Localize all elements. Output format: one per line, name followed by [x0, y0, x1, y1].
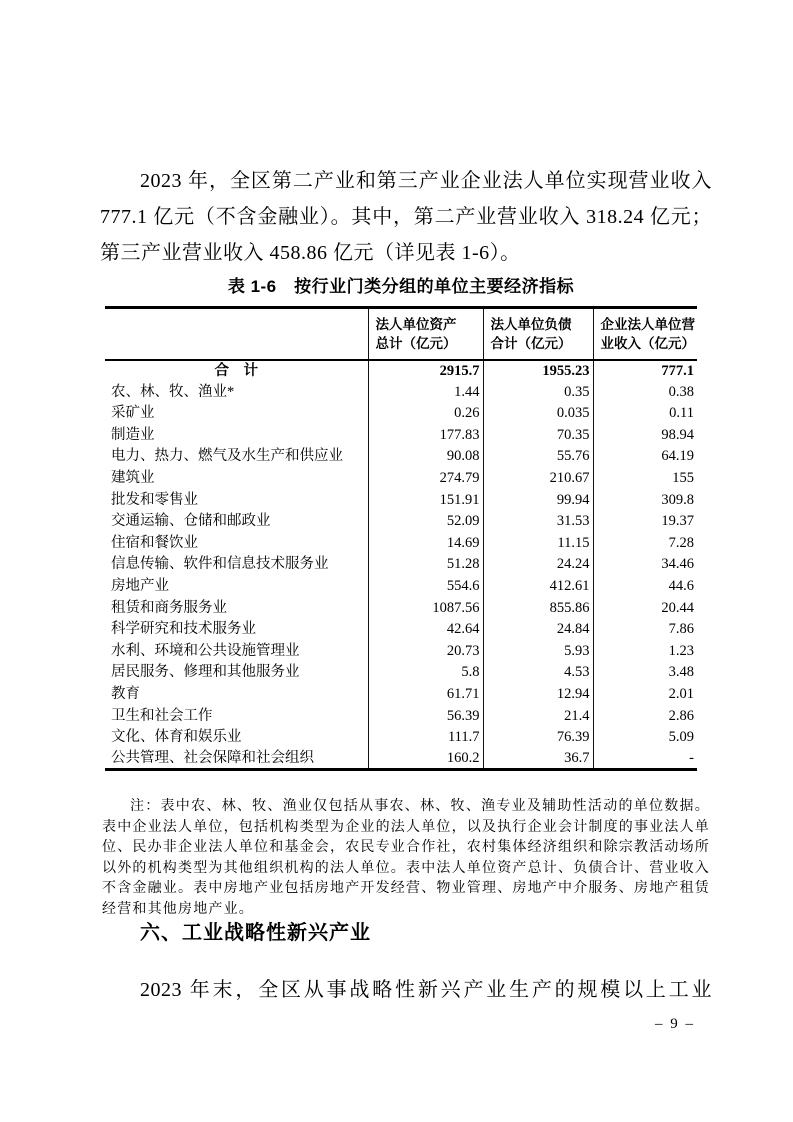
table-row [105, 554, 697, 576]
assets-value: 20.73 [368, 640, 483, 662]
revenue-value: 0.11 [593, 403, 697, 425]
header-revenue-line1: 企业法人单位营 [600, 316, 695, 332]
total-liabilities-value: 1955.23 [483, 360, 593, 382]
table-row [105, 467, 697, 489]
liabilities-value: 31.53 [483, 511, 593, 533]
table-row [105, 619, 697, 641]
revenue-value: 44.6 [593, 575, 697, 597]
liabilities-value: 5.93 [483, 640, 593, 662]
revenue-value: 2.01 [593, 683, 697, 705]
liabilities-value: 11.15 [483, 532, 593, 554]
table-row [105, 403, 697, 425]
industry-name: 科学研究和技术服务业 [111, 621, 256, 638]
revenue-value: 20.44 [593, 597, 697, 619]
assets-value: 111.7 [368, 727, 483, 749]
table-body [105, 360, 697, 770]
header-assets-line1: 法人单位资产 [375, 316, 457, 332]
closing-paragraph: 2023 年末，全区从事战略性新兴产业生产的规模以上工业 [140, 979, 712, 1001]
revenue-value: 19.37 [593, 511, 697, 533]
liabilities-value: 0.35 [483, 381, 593, 403]
table-row [105, 446, 697, 468]
assets-value: 177.83 [368, 424, 483, 446]
industry-name: 公共管理、社会保障和社会组织 [111, 749, 314, 766]
industry-name: 电力、热力、燃气及水生产和供应业 [111, 448, 343, 465]
table-row [105, 640, 697, 662]
assets-value: 52.09 [368, 511, 483, 533]
revenue-value: 64.19 [593, 446, 697, 468]
header-revenue [593, 308, 697, 360]
table-row [105, 424, 697, 446]
header-assets [368, 308, 483, 360]
header-revenue-line2: 业收入（亿元） [600, 335, 695, 351]
revenue-value: - [593, 748, 697, 770]
liabilities-value: 412.61 [483, 575, 593, 597]
header-assets-line2: 总计（亿元） [375, 335, 457, 351]
assets-value: 554.6 [368, 575, 483, 597]
total-assets-value: 2915.7 [368, 360, 483, 382]
header-liabilities [483, 308, 593, 360]
liabilities-value: 210.67 [483, 467, 593, 489]
liabilities-value: 24.84 [483, 619, 593, 641]
table-row [105, 705, 697, 727]
liabilities-value: 24.24 [483, 554, 593, 576]
industry-name: 建筑业 [111, 470, 155, 487]
assets-value: 56.39 [368, 705, 483, 727]
industry-name: 交通运输、仓储和邮政业 [111, 513, 271, 530]
liabilities-value: 0.035 [483, 403, 593, 425]
assets-value: 1087.56 [368, 597, 483, 619]
industry-name: 水利、环境和公共设施管理业 [111, 642, 300, 659]
industry-name: 住宿和餐饮业 [111, 534, 198, 551]
revenue-value: 0.38 [593, 381, 697, 403]
industry-name: 文化、体育和娱乐业 [111, 729, 242, 746]
liabilities-value: 12.94 [483, 683, 593, 705]
assets-value: 5.8 [368, 662, 483, 684]
industry-name: 租赁和商务服务业 [111, 599, 227, 616]
economic-indicators-table [105, 306, 697, 771]
liabilities-value: 70.35 [483, 424, 593, 446]
revenue-value: 7.28 [593, 532, 697, 554]
liabilities-value: 76.39 [483, 727, 593, 749]
header-liabilities-line1: 法人单位负债 [490, 316, 572, 332]
table-header [105, 308, 697, 360]
revenue-value: 5.09 [593, 727, 697, 749]
industry-name: 农、林、牧、渔业* [111, 383, 235, 400]
industry-name: 卫生和社会工作 [111, 707, 213, 724]
table-row [105, 662, 697, 684]
assets-value: 51.28 [368, 554, 483, 576]
industry-name: 房地产业 [111, 577, 169, 594]
table-row [105, 489, 697, 511]
assets-value: 14.69 [368, 532, 483, 554]
table-row [105, 575, 697, 597]
table-footnote: 注：表中农、林、牧、渔业仅包括从事农、林、牧、渔专业及辅助性活动的单位数据。表中企业法人单位，包括机构类型为企业的法人单位，以及执行企业会计制度的事业法人单位、民办非企业法人单位和基金会，农民专业合作社，农村集体经济组织和除宗教活动场所以外的机构类型为其他组织机构的法人单位。表中法人单位资产总计、负债合计、营业收入不含金融业。表中房地产业包括房地产开发经营、物业管理、房地产中介服务、房地产租赁经营和其他房地产业。 [102, 799, 710, 917]
liabilities-value: 855.86 [483, 597, 593, 619]
page-number: – 9 – [655, 1016, 695, 1032]
assets-value: 1.44 [368, 381, 483, 403]
assets-value: 160.2 [368, 748, 483, 770]
revenue-value: 98.94 [593, 424, 697, 446]
liabilities-value: 4.53 [483, 662, 593, 684]
assets-value: 0.26 [368, 403, 483, 425]
revenue-value: 7.86 [593, 619, 697, 641]
table-row [105, 683, 697, 705]
revenue-value: 1.23 [593, 640, 697, 662]
table-row [105, 532, 697, 554]
liabilities-value: 21.4 [483, 705, 593, 727]
table-row [105, 597, 697, 619]
liabilities-value: 55.76 [483, 446, 593, 468]
revenue-value: 309.8 [593, 489, 697, 511]
header-row [105, 308, 697, 360]
table-row [105, 727, 697, 749]
assets-value: 61.71 [368, 683, 483, 705]
assets-value: 151.91 [368, 489, 483, 511]
total-label: 合 计 [214, 362, 258, 379]
assets-value: 90.08 [368, 446, 483, 468]
intro-paragraph: 2023 年，全区第二产业和第三产业企业法人单位实现营业收入 777.1 亿元（不含金融业）。其中，第二产业营业收入 318.24 亿元；第三产业营业收入 458.86 亿元（详见表 1-6）。 [100, 170, 712, 264]
table-title: 表 1-6 按行业门类分组的单位主要经济指标 [227, 277, 575, 296]
table-row [105, 748, 697, 770]
revenue-value: 3.48 [593, 662, 697, 684]
header-liabilities-line2: 合计（亿元） [490, 335, 572, 351]
industry-name: 信息传输、软件和信息技术服务业 [111, 556, 329, 573]
assets-value: 42.64 [368, 619, 483, 641]
revenue-value: 34.46 [593, 554, 697, 576]
liabilities-value: 99.94 [483, 489, 593, 511]
liabilities-value: 36.7 [483, 748, 593, 770]
table-row [105, 511, 697, 533]
section-heading: 六、工业战略性新兴产业 [140, 922, 371, 944]
total-revenue-value: 777.1 [593, 360, 697, 382]
industry-name: 采矿业 [111, 405, 155, 422]
assets-value: 274.79 [368, 467, 483, 489]
industry-name: 制造业 [111, 426, 155, 443]
revenue-value: 155 [593, 467, 697, 489]
industry-name: 批发和零售业 [111, 491, 198, 508]
header-industry-blank [105, 308, 368, 360]
total-row [105, 360, 697, 382]
revenue-value: 2.86 [593, 705, 697, 727]
industry-name: 居民服务、修理和其他服务业 [111, 664, 300, 681]
table-row [105, 381, 697, 403]
industry-name: 教育 [111, 685, 140, 702]
